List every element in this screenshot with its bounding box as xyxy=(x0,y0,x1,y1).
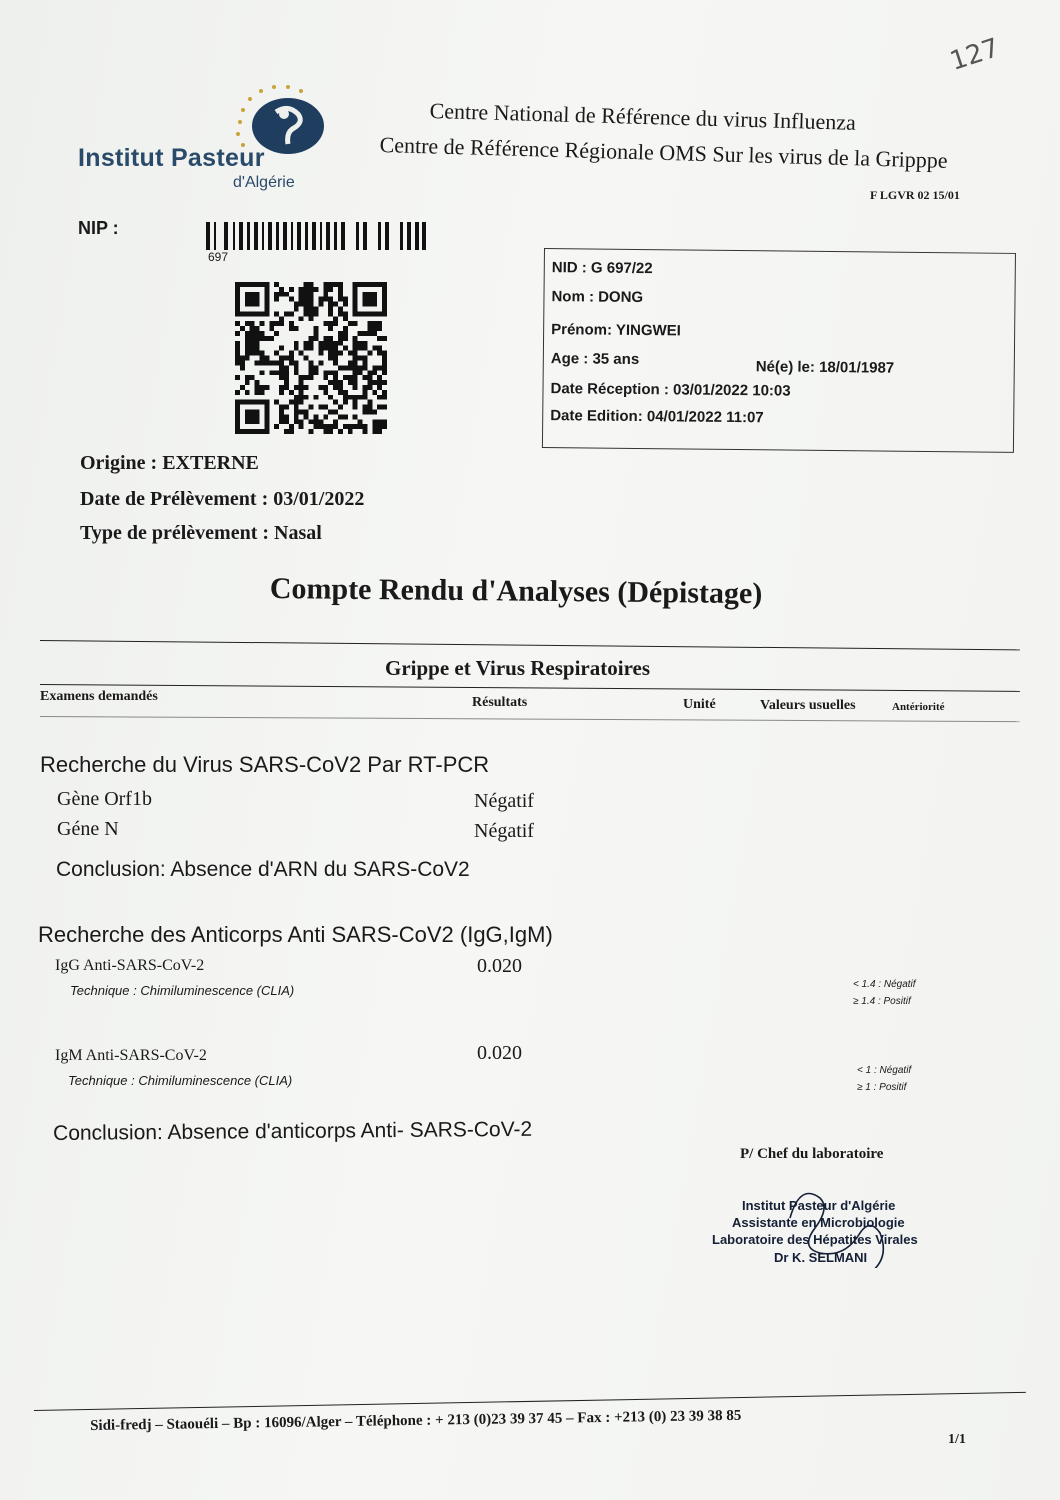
antibody-value: 0.020 xyxy=(477,1042,522,1064)
header-line-2: Centre de Référence Régionale OMS Sur les virus de la Gripppe xyxy=(379,132,948,173)
nip-label: NIP : xyxy=(78,218,119,238)
ref-negative: < 1.4 : Négatif xyxy=(853,979,916,990)
date-edition: Date Edition: 04/01/2022 11:07 xyxy=(550,407,764,427)
antibody-technique: Technique : Chimiluminescence (CLIA) xyxy=(68,1073,293,1088)
column-previous: Antériorité xyxy=(892,701,945,713)
stamp-line: Institut Pasteur d'Algérie xyxy=(742,1198,896,1213)
ref-positive: ≥ 1.4 : Positif xyxy=(853,996,911,1007)
sample-origin: Origine : EXTERNE xyxy=(80,452,259,474)
qr-code-icon xyxy=(234,282,388,434)
nip-number: 697 xyxy=(208,250,229,264)
signature-role: P/ Chef du laboratoire xyxy=(740,1146,884,1162)
gene-result: Négatif xyxy=(474,820,534,842)
handwritten-number: 127 xyxy=(946,33,1004,77)
divider-section xyxy=(40,684,1020,692)
antibody-test-name: IgG Anti-SARS-CoV-2 xyxy=(55,957,205,974)
column-ref-values: Valeurs usuelles xyxy=(760,698,856,713)
barcode-icon xyxy=(206,222,426,250)
sample-date: Date de Prélèvement : 03/01/2022 xyxy=(80,488,365,510)
stamp-line: Dr K. SELMANI xyxy=(774,1250,868,1265)
column-unit: Unité xyxy=(683,697,716,712)
footer-address: Sidi-fredj – Staouéli – Bp : 16096/Alger – Téléphone : + 213 (0)23 39 37 45 – Fax : +213 (0) 23 39 38 85 xyxy=(90,1407,742,1434)
institut-pasteur-logo xyxy=(78,82,338,197)
header-line-1: Centre National de Référence du virus Influenza xyxy=(429,98,857,135)
form-reference-code: F LGVR 02 15/01 xyxy=(870,188,960,202)
logo-name: Institut Pasteur xyxy=(78,144,265,172)
pcr-heading: Recherche du Virus SARS-CoV2 Par RT-PCR xyxy=(40,752,490,777)
divider-top xyxy=(40,640,1020,650)
patient-prenom: Prénom: YINGWEI xyxy=(551,321,681,340)
patient-birthdate: Né(e) le: 18/01/1987 xyxy=(755,358,895,377)
gene-name: Gène Orf1b xyxy=(57,788,152,810)
patient-info-box xyxy=(542,248,1016,453)
sample-type: Type de prélèvement : Nasal xyxy=(80,522,322,544)
column-exams: Examens demandés xyxy=(40,689,158,704)
logo-subtitle: d'Algérie xyxy=(233,174,295,191)
patient-age: Age : 35 ans xyxy=(550,350,640,369)
document-title: Compte Rendu d'Analyses (Dépistage) xyxy=(269,572,763,611)
antibody-heading: Recherche des Anticorps Anti SARS-CoV2 (IgG,IgM) xyxy=(38,922,553,947)
ref-positive: ≥ 1 : Positif xyxy=(857,1082,907,1093)
laboratory-stamp xyxy=(710,1190,960,1280)
ref-negative: < 1 : Négatif xyxy=(857,1065,912,1076)
stamp-line: Assistante en Microbiologie xyxy=(732,1215,905,1230)
section-title: Grippe et Virus Respiratoires xyxy=(385,656,651,680)
antibody-value: 0.020 xyxy=(477,955,522,977)
stamp-line: Laboratoire des Hépatites Virales xyxy=(712,1232,918,1247)
patient-nom: Nom : DONG xyxy=(551,288,644,307)
divider-footer xyxy=(34,1392,1026,1411)
gene-name: Géne N xyxy=(57,818,119,840)
gene-result: Négatif xyxy=(474,790,534,812)
antibody-conclusion: Conclusion: Absence d'anticorps Anti- SARS-CoV-2 xyxy=(53,1117,533,1145)
divider-columns xyxy=(40,716,1020,722)
page-number: 1/1 xyxy=(948,1432,966,1447)
pcr-conclusion: Conclusion: Absence d'ARN du SARS-CoV2 xyxy=(56,858,470,881)
date-reception: Date Réception : 03/01/2022 10:03 xyxy=(550,380,791,400)
patient-nid: NID : G 697/22 xyxy=(551,259,653,278)
antibody-test-name: IgM Anti-SARS-CoV-2 xyxy=(55,1047,207,1064)
antibody-technique: Technique : Chimiluminescence (CLIA) xyxy=(70,983,295,998)
handwritten-signature-icon xyxy=(770,1178,920,1268)
column-results: Résultats xyxy=(472,695,528,710)
